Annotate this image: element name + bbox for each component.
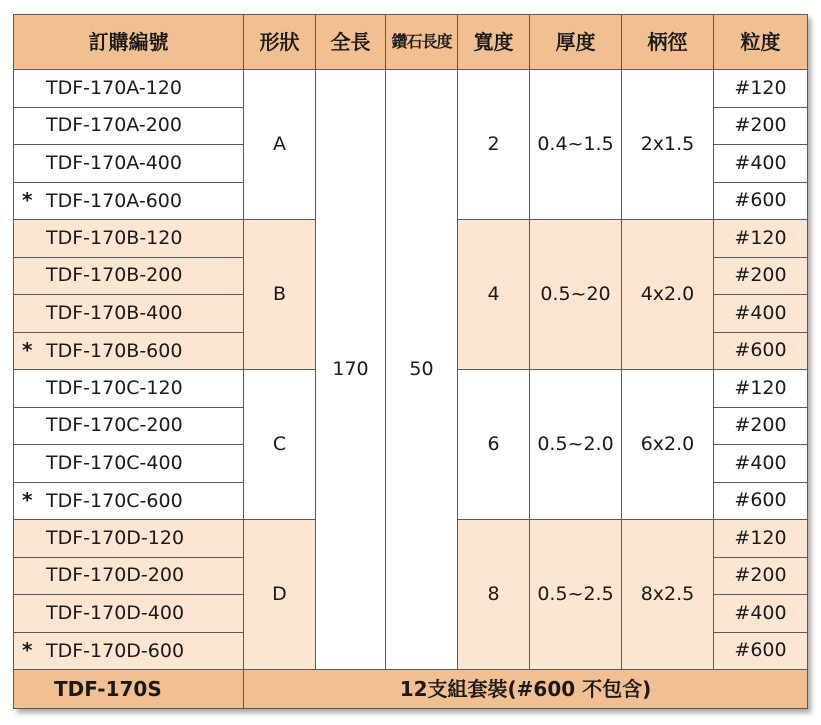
grit-cell: #600 [714,482,808,520]
asterisk-icon: * [22,188,33,213]
grit-cell: #120 [714,220,808,258]
order-number-cell [14,407,244,445]
header-width: 寬度 [458,15,530,70]
order-number-text: TDF-170B-200 [46,264,183,287]
grit-cell: #600 [714,332,808,370]
grit-cell: #600 [714,182,808,220]
order-number-text: TDF-170C-600 [46,490,183,513]
shank-diameter-cell: 6x2.0 [622,370,714,520]
shank-diameter-cell: 8x2.5 [622,520,714,670]
header-shape: 形狀 [244,15,316,70]
order-number-cell [14,632,244,670]
grit-cell: #120 [714,70,808,108]
order-number-text: TDF-170A-200 [46,114,182,137]
grit-cell: #120 [714,370,808,408]
header-total-length: 全長 [316,15,386,70]
grit-cell: #600 [714,632,808,670]
asterisk-icon: * [22,338,33,363]
order-number-cell [14,595,244,633]
order-number-text: TDF-170D-120 [46,526,185,549]
table-row [14,70,808,108]
shape-cell: D [244,520,316,670]
order-number-cell [14,182,244,220]
order-number-text: TDF-170B-120 [46,226,183,249]
shank-diameter-cell: 4x2.0 [622,220,714,370]
set-code: TDF-170S [14,670,244,709]
order-number-cell [14,257,244,295]
order-number-cell [14,370,244,408]
width-cell: 8 [458,520,530,670]
order-number-text: TDF-170D-400 [46,601,185,624]
header-diamond-length: 鑽石長度 [386,15,458,70]
header-row [14,15,808,70]
order-number-text: TDF-170C-120 [46,376,183,399]
shank-diameter-cell: 2x1.5 [622,70,714,220]
grit-cell: #400 [714,145,808,183]
order-number-cell [14,145,244,183]
thickness-cell: 0.5~2.5 [530,520,622,670]
total-length-cell: 170 [316,70,386,670]
width-cell: 4 [458,220,530,370]
shape-cell: B [244,220,316,370]
width-cell: 6 [458,370,530,520]
grit-cell: #200 [714,257,808,295]
order-number-cell [14,520,244,558]
grit-cell: #120 [714,520,808,558]
order-number-text: TDF-170B-600 [46,340,183,363]
order-number-text: TDF-170C-400 [46,451,183,474]
set-row [14,670,808,709]
order-number-text: TDF-170D-600 [46,640,185,663]
asterisk-icon: * [22,638,33,663]
header-grit: 粒度 [714,15,808,70]
order-number-text: TDF-170A-600 [46,190,182,213]
grit-cell: #200 [714,407,808,445]
order-number-cell [14,332,244,370]
order-number-text: TDF-170A-120 [46,76,182,99]
width-cell: 2 [458,70,530,220]
table-body [14,70,808,670]
grit-cell: #200 [714,107,808,145]
order-number-cell [14,445,244,483]
diamond-length-cell: 50 [386,70,458,670]
asterisk-icon: * [22,488,33,513]
thickness-cell: 0.5~20 [530,220,622,370]
order-number-text: TDF-170C-200 [46,414,183,437]
set-description: 12支組套裝(#600 不包含) [244,670,808,709]
order-number-cell [14,482,244,520]
grit-cell: #400 [714,595,808,633]
header-shank-diameter: 柄徑 [622,15,714,70]
header-thickness: 厚度 [530,15,622,70]
spec-table [13,14,808,709]
order-number-cell [14,107,244,145]
order-number-cell [14,557,244,595]
order-number-cell [14,220,244,258]
shape-cell: A [244,70,316,220]
order-number-text: TDF-170D-200 [46,564,185,587]
order-number-text: TDF-170A-400 [46,151,182,174]
shape-cell: C [244,370,316,520]
thickness-cell: 0.4~1.5 [530,70,622,220]
order-number-cell [14,70,244,108]
grit-cell: #400 [714,295,808,333]
thickness-cell: 0.5~2.0 [530,370,622,520]
grit-cell: #200 [714,557,808,595]
grit-cell: #400 [714,445,808,483]
spec-table-container [13,14,807,709]
header-order-number: 訂購編號 [14,15,244,70]
order-number-text: TDF-170B-400 [46,301,183,324]
order-number-cell [14,295,244,333]
